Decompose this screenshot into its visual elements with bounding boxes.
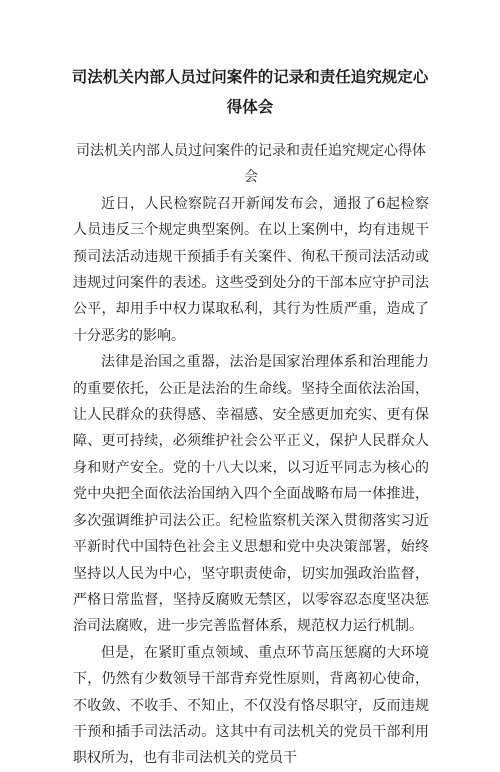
- body-paragraph-1: 近日，人民检察院召开新闻发布会，通报了6起检察人员违反三个规定典型案例。在以上案例中，均有违规干预司法活动违规干预插手有关案件、徇私干预司法活动或违规过问案件的表述。这些受到处分的干部本应守护司法公平，却用手中权力谋取私利，其行为性质严重，造成了十分恶劣的影响。: [73, 195, 429, 344]
- document-body: [73, 138, 429, 772]
- body-paragraph-3: 但是，在紧盯重点领域、重点环节高压惩腐的大环境下，仍然有少数领导干部背弃党性原则，背离初心使命，不收敛、不收手、不知止，不仅没有恪尽职守，反而违规干预和插手司法活动。这其中有司法机关的党员干部利用职权所为，也有非司法机关的党员干: [73, 644, 429, 767]
- document-subtitle: 司法机关内部人员过问案件的记录和责任追究规定心得体会: [76, 143, 426, 186]
- document-title: 司法机关内部人员过问案件的记录和责任追究规定心得体会: [71, 68, 429, 116]
- body-paragraph-2: 法律是治国之重器，法治是国家治理体系和治理能力的重要依托，公正是法治的生命线。坚持全面依法治国，让人民群众的获得感、幸福感、安全感更加充实、更有保障、更可持续，必须维护社会公平正义，保护人民群众人身和财产安全。党的十八大以来，以习近平同志为核心的党中央把全面依法治国纳入四个全面战略布局一体推进，多次强调维护司法公正。纪检监察机关深入贯彻落实习近平新时代中国特色社会主义思想和党中央决策部署，始终坚持以人民为中心，坚守职责使命，切实加强政治监督，严格日常监督，坚持反腐败无禁区，以零容忍态度坚决惩治司法腐败，进一步完善监督体系，规范权力运行机制。: [73, 354, 429, 635]
